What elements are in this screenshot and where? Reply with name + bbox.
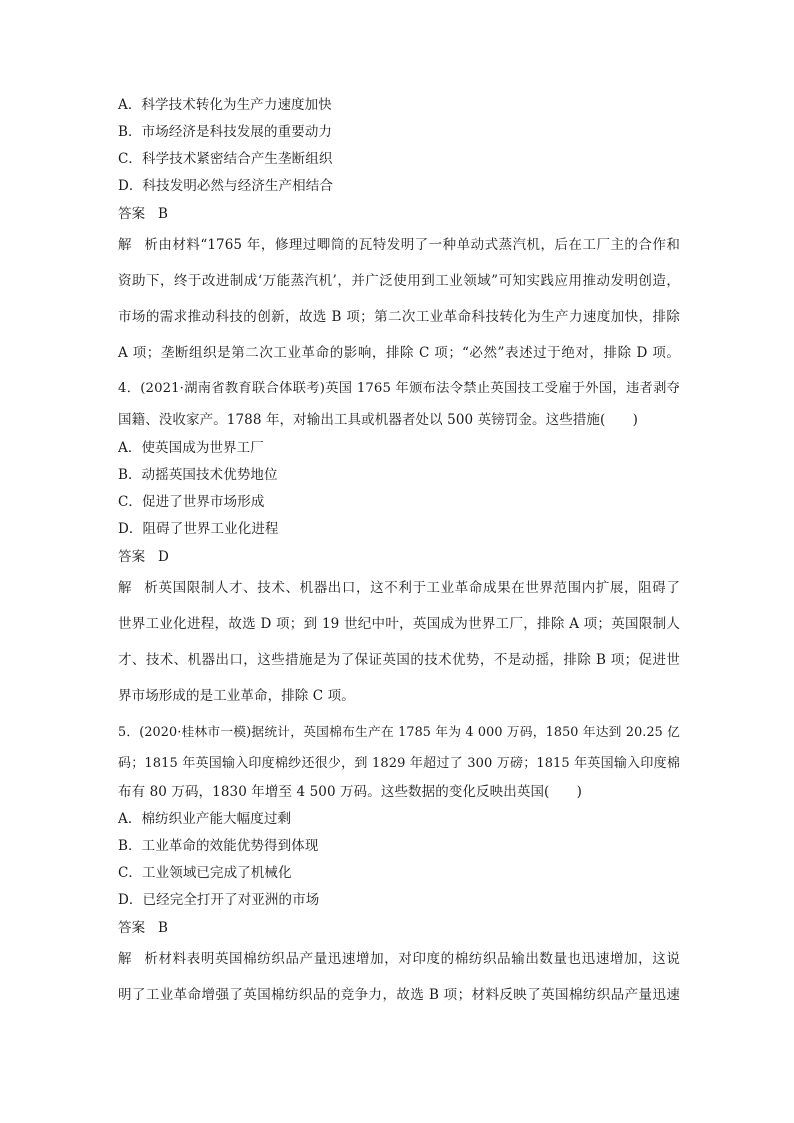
q5-analysis-line-2: 明了工业革命增强了英国棉纺织品的竞争力，故选 B 项；材料反映了英国棉纺织品产量迅速 [118,987,680,1003]
q3-answer [118,206,680,222]
q4-analysis-line-4: 界市场形成的是工业革命，排除 C 项。 [118,688,355,704]
analysis-text: 英国限制人才、技术、机器出口，这不利于工业革命成果在世界范围内扩展，阻碍了 [158,580,680,596]
q5-option-a: A．棉纺织业产能大幅度过剩 [118,811,292,827]
q5-analysis-line-1 [118,951,680,967]
q5-option-c: C．工业领域已完成了机械化 [118,865,292,881]
q3-option-d: D．科技发明必然与经济生产相结合 [118,178,333,194]
q3-option-a: A．科学技术转化为生产力速度加快 [118,97,332,113]
analysis-text: 由材料“1765 年，修理过唧筒的瓦特发明了一种单动式蒸汽机，后在工厂主的合作和 [158,237,680,253]
q4-option-c: C．促进了世界市场形成 [118,494,265,510]
q4-option-a: A．使英国成为世界工厂 [118,440,264,456]
q4-answer [118,549,680,565]
analysis-text: 材料表明英国棉纺织品产量迅速增加，对印度的棉纺织品输出数量也迅速增加，这说 [158,951,680,967]
answer-value: D [158,549,169,565]
q4-option-d: D．阻碍了世界工业化进程 [118,521,279,537]
q3-option-b: B．市场经济是科技发展的重要动力 [118,124,333,140]
q5-stem-line-3: 布有 80 万码，1830 年增至 4 500 万码。这些数据的变化反映出英国( ) [118,784,582,800]
analysis-label: 解析 [118,237,158,253]
analysis-label: 解析 [118,580,158,596]
analysis-label: 解析 [118,951,158,967]
q4-option-b: B．动摇英国技术优势地位 [118,467,278,483]
q3-analysis-line-2: 资助下，终于改进制成‘万能蒸汽机’，并广泛使用到工业领域”可知实践应用推动发明创造， [118,273,680,289]
q5-option-b: B．工业革命的效能优势得到体现 [118,838,319,854]
q5-stem-line-1: 5．(2020·桂林市一模)据统计，英国棉布生产在 1785 年为 4 000 万码，1850 年达到 20.25 亿 [118,725,680,740]
answer-value: B [158,206,169,222]
q4-analysis-line-3: 才、技术、机器出口，这些措施是为了保证英国的技术优势，不是动摇，排除 B 项；促进世 [118,652,680,668]
answer-label: 答案 [118,920,146,936]
q4-stem-line-1: 4．(2021·湖南省教育联合体联考)英国 1765 年颁布法令禁止英国技工受雇于外国，违者剥夺 [118,381,680,396]
q5-answer [118,920,680,936]
q4-analysis-line-2: 世界工业化进程，故选 D 项；到 19 世纪中叶，英国成为世界工厂，排除 A 项；英国限制人 [118,616,680,632]
q5-option-d: D．已经完全打开了对亚洲的市场 [118,892,320,908]
answer-value: B [158,920,169,936]
q3-analysis-line-1 [118,237,680,253]
q4-stem-line-2: 国籍、没收家产。1788 年，对输出工具或机器者处以 500 英镑罚金。这些措施( ) [118,412,638,428]
answer-label: 答案 [118,206,146,222]
q3-analysis-line-3: 市场的需求推动科技的创新，故选 B 项；第二次工业革命科技转化为生产力速度加快，排除 [118,309,680,325]
q5-stem-line-2: 码；1815 年英国输入印度棉纱还很少，到 1829 年超过了 300 万磅；1815 年英国输入印度棉 [118,756,680,771]
q3-analysis-line-4: A 项；垄断组织是第二次工业革命的影响，排除 C 项；“必然”表述过于绝对，排除 D 项。 [118,345,680,361]
q3-option-c: C．科学技术紧密结合产生垄断组织 [118,151,333,167]
q4-analysis-line-1 [118,580,680,596]
answer-label: 答案 [118,549,146,565]
